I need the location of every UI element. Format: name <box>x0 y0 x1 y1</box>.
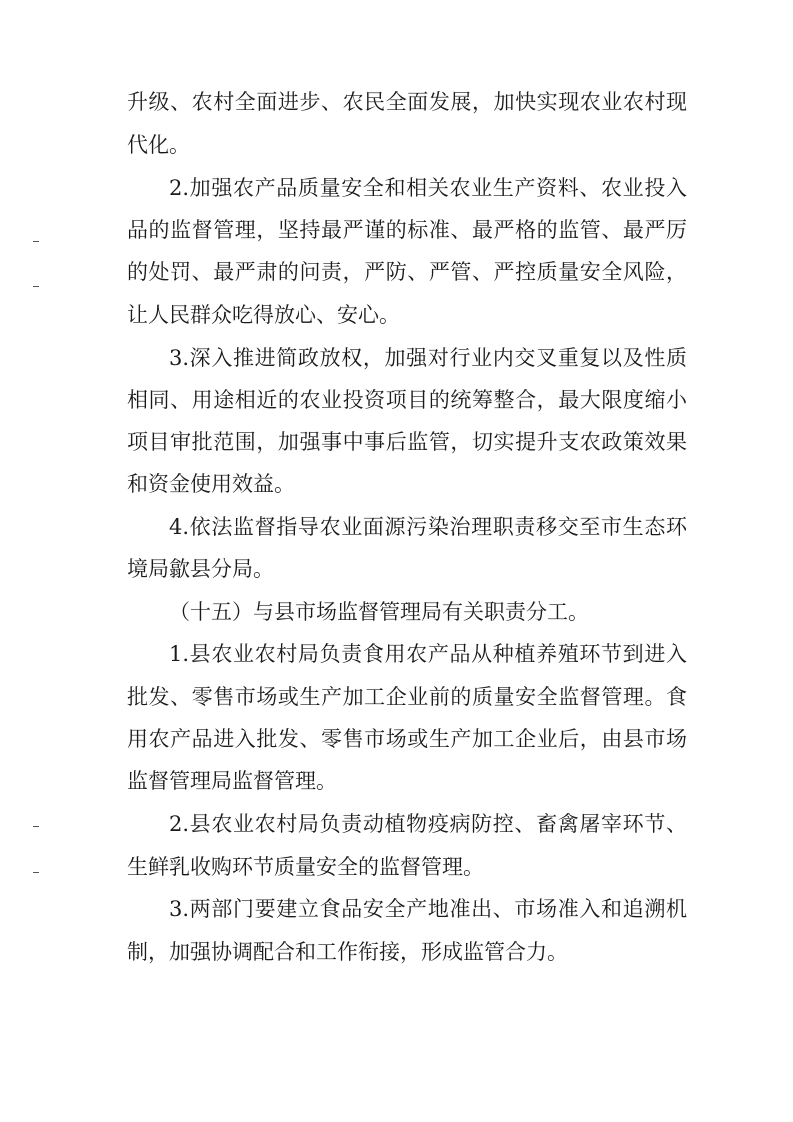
text-line: 项目审批范围，加强事中事后监管，切实提升支农政策效果 <box>127 430 687 454</box>
text-line: 让人民群众吃得放心、安心。 <box>127 303 400 327</box>
text-line: 升级、农村全面进步、农民全面发展，加快实现农业农村现 <box>127 90 687 114</box>
text-line: 制，加强协调配合和工作衔接，形成监管合力。 <box>127 940 568 964</box>
text-line: 2.加强农产品质量安全和相关农业生产资料、农业投入 <box>169 176 687 200</box>
text-line: 和资金使用效益。 <box>127 472 295 496</box>
text-line: 生鲜乳收购环节质量安全的监督管理。 <box>127 855 484 879</box>
text-line: 2.县农业农村局负责动植物疫病防控、畜禽屠宰环节、 <box>169 812 687 836</box>
margin-mark <box>33 872 39 873</box>
text-line: 监督管理局监督管理。 <box>127 769 337 793</box>
text-line: 相同、用途相近的农业投资项目的统筹整合，最大限度缩小 <box>127 388 687 412</box>
text-line: 3.两部门要建立食品安全产地准出、市场准入和追溯机 <box>169 897 687 921</box>
text-line: 3.深入推进简政放权，加强对行业内交叉重复以及性质 <box>169 346 687 370</box>
text-line: 1.县农业农村局负责食用农产品从种植养殖环节到进入 <box>169 642 687 666</box>
text-line: 4.依法监督指导农业面源污染治理职责移交至市生态环 <box>169 515 687 539</box>
margin-mark <box>33 286 39 287</box>
text-line: 品的监督管理，坚持最严谨的标准、最严格的监管、最严厉 <box>127 218 687 242</box>
text-line: 代化。 <box>127 133 190 157</box>
text-line: 批发、零售市场或生产加工企业前的质量安全监督管理。食 <box>127 685 687 709</box>
margin-mark <box>33 241 39 242</box>
section-heading: （十五）与县市场监督管理局有关职责分工。 <box>169 600 589 624</box>
margin-mark <box>33 826 39 827</box>
text-line: 的处罚、最严肃的问责，严防、严管、严控质量安全风险， <box>127 260 687 284</box>
text-line: 境局歙县分局。 <box>127 557 274 581</box>
text-line: 用农产品进入批发、零售市场或生产加工企业后，由县市场 <box>127 727 687 751</box>
